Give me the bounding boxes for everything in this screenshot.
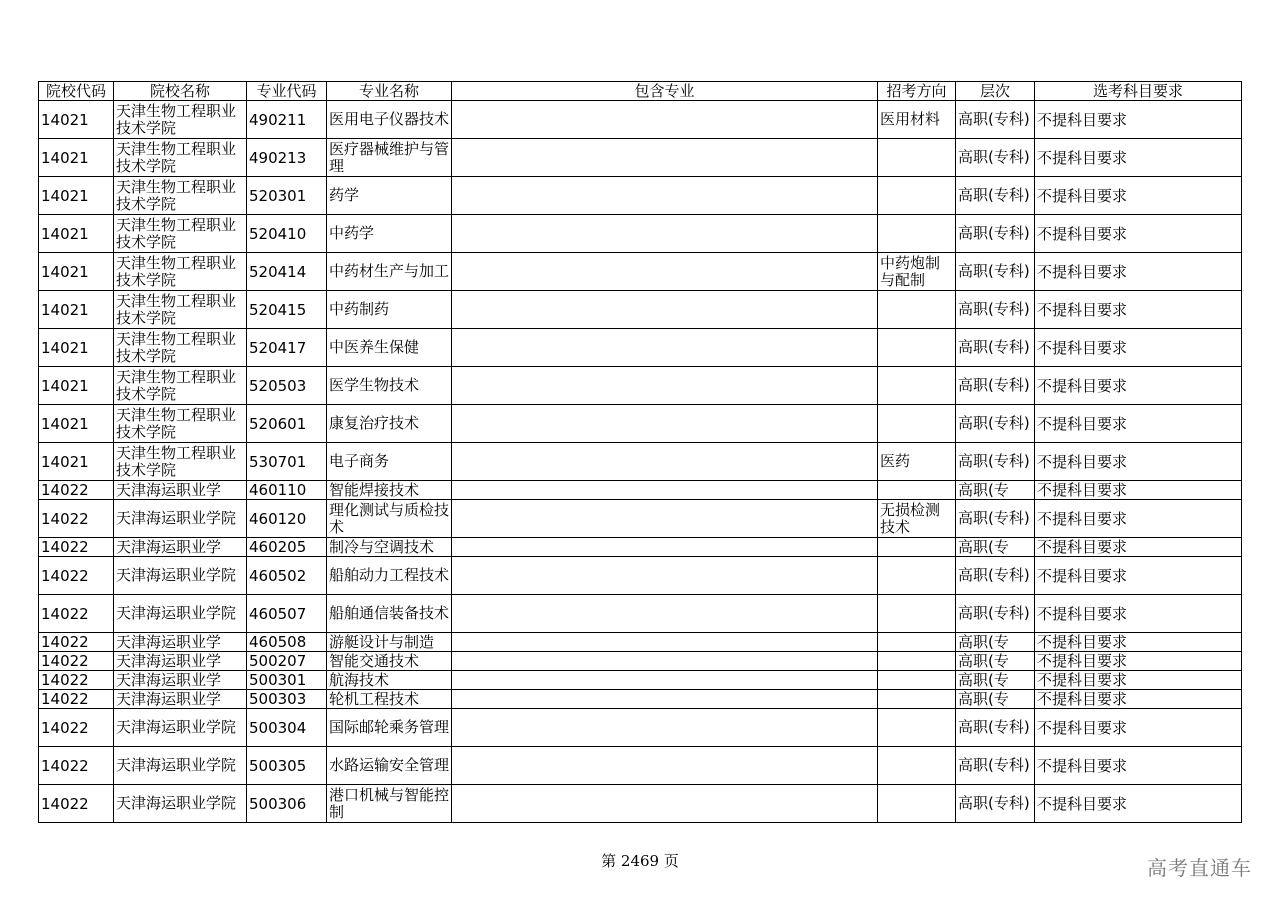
cell-major-code: 520301	[247, 177, 327, 215]
cell-major-code: 500305	[247, 747, 327, 785]
table-row	[39, 177, 1242, 215]
cell-school-code: 14022	[39, 709, 114, 747]
cell-school-name: 天津生物工程职业技术学院	[114, 177, 247, 215]
cell-major-name: 游艇设计与制造	[327, 633, 452, 652]
cell-major-code: 460120	[247, 500, 327, 538]
cell-direction	[878, 291, 956, 329]
cell-direction	[878, 652, 956, 671]
cell-level: 高职(专科)	[956, 215, 1035, 253]
cell-major-name: 药学	[327, 177, 452, 215]
cell-major-code: 530701	[247, 443, 327, 481]
cell-school-name: 天津海运职业学院	[114, 747, 247, 785]
cell-school-code: 14022	[39, 652, 114, 671]
cell-direction	[878, 671, 956, 690]
cell-school-code: 14022	[39, 538, 114, 557]
cell-school-name: 天津海运职业学院	[114, 500, 247, 538]
table-row	[39, 367, 1242, 405]
cell-subject-requirement: 不提科目要求	[1035, 595, 1242, 633]
cell-major-name: 中药制药	[327, 291, 452, 329]
cell-major-name: 智能交通技术	[327, 652, 452, 671]
cell-direction: 无损检测技术	[878, 500, 956, 538]
cell-subject-requirement: 不提科目要求	[1035, 557, 1242, 595]
cell-direction	[878, 481, 956, 500]
cell-major-name: 康复治疗技术	[327, 405, 452, 443]
cell-level: 高职(专科)	[956, 500, 1035, 538]
cell-included-majors	[452, 177, 878, 215]
cell-direction	[878, 633, 956, 652]
table-row	[39, 329, 1242, 367]
cell-subject-requirement: 不提科目要求	[1035, 500, 1242, 538]
cell-level: 高职(专科)	[956, 329, 1035, 367]
cell-major-name: 理化测试与质检技术	[327, 500, 452, 538]
cell-school-code: 14022	[39, 557, 114, 595]
cell-included-majors	[452, 709, 878, 747]
cell-included-majors	[452, 690, 878, 709]
table-body	[39, 101, 1242, 823]
cell-major-name: 医疗器械维护与管理	[327, 139, 452, 177]
cell-subject-requirement: 不提科目要求	[1035, 671, 1242, 690]
cell-school-name: 天津生物工程职业技术学院	[114, 101, 247, 139]
cell-included-majors	[452, 538, 878, 557]
cell-direction	[878, 538, 956, 557]
cell-direction	[878, 690, 956, 709]
cell-level: 高职(专	[956, 671, 1035, 690]
cell-school-code: 14022	[39, 481, 114, 500]
cell-included-majors	[452, 595, 878, 633]
cell-level: 高职(专科)	[956, 443, 1035, 481]
cell-included-majors	[452, 405, 878, 443]
cell-school-code: 14021	[39, 177, 114, 215]
cell-included-majors	[452, 747, 878, 785]
cell-subject-requirement: 不提科目要求	[1035, 177, 1242, 215]
table-row	[39, 500, 1242, 538]
table-row	[39, 652, 1242, 671]
header-major-name: 专业名称	[327, 82, 452, 101]
table-header-row	[39, 82, 1242, 101]
table-row	[39, 671, 1242, 690]
cell-school-code: 14021	[39, 367, 114, 405]
cell-included-majors	[452, 329, 878, 367]
cell-level: 高职(专	[956, 633, 1035, 652]
cell-school-code: 14022	[39, 500, 114, 538]
cell-subject-requirement: 不提科目要求	[1035, 291, 1242, 329]
cell-school-name: 天津生物工程职业技术学院	[114, 405, 247, 443]
cell-major-name: 中医养生保健	[327, 329, 452, 367]
cell-included-majors	[452, 500, 878, 538]
cell-subject-requirement: 不提科目要求	[1035, 747, 1242, 785]
cell-school-code: 14021	[39, 291, 114, 329]
cell-school-name: 天津生物工程职业技术学院	[114, 139, 247, 177]
cell-school-name: 天津海运职业学	[114, 481, 247, 500]
cell-subject-requirement: 不提科目要求	[1035, 329, 1242, 367]
cell-level: 高职(专科)	[956, 253, 1035, 291]
cell-direction: 中药炮制与配制	[878, 253, 956, 291]
cell-school-code: 14022	[39, 785, 114, 823]
cell-subject-requirement: 不提科目要求	[1035, 652, 1242, 671]
cell-school-code: 14022	[39, 690, 114, 709]
table-row	[39, 538, 1242, 557]
cell-subject-requirement: 不提科目要求	[1035, 633, 1242, 652]
cell-subject-requirement: 不提科目要求	[1035, 139, 1242, 177]
table-row	[39, 405, 1242, 443]
cell-major-name: 制冷与空调技术	[327, 538, 452, 557]
cell-school-name: 天津海运职业学	[114, 690, 247, 709]
cell-major-code: 520601	[247, 405, 327, 443]
header-direction: 招考方向	[878, 82, 956, 101]
cell-subject-requirement: 不提科目要求	[1035, 253, 1242, 291]
cell-major-code: 500207	[247, 652, 327, 671]
cell-major-name: 医用电子仪器技术	[327, 101, 452, 139]
cell-major-code: 460110	[247, 481, 327, 500]
cell-major-code: 500304	[247, 709, 327, 747]
cell-direction: 医用材料	[878, 101, 956, 139]
cell-included-majors	[452, 101, 878, 139]
cell-school-code: 14022	[39, 671, 114, 690]
cell-school-code: 14022	[39, 595, 114, 633]
cell-level: 高职(专科)	[956, 139, 1035, 177]
cell-major-code: 460507	[247, 595, 327, 633]
cell-school-code: 14021	[39, 405, 114, 443]
cell-school-name: 天津海运职业学院	[114, 557, 247, 595]
cell-major-name: 中药材生产与加工	[327, 253, 452, 291]
header-school-name: 院校名称	[114, 82, 247, 101]
cell-major-name: 船舶通信装备技术	[327, 595, 452, 633]
table-row	[39, 557, 1242, 595]
cell-direction	[878, 747, 956, 785]
cell-school-code: 14021	[39, 139, 114, 177]
cell-school-name: 天津生物工程职业技术学院	[114, 367, 247, 405]
cell-major-code: 500303	[247, 690, 327, 709]
cell-direction	[878, 595, 956, 633]
cell-school-name: 天津海运职业学院	[114, 595, 247, 633]
cell-major-code: 490211	[247, 101, 327, 139]
watermark: 高考直通车	[1147, 856, 1252, 880]
table-row	[39, 690, 1242, 709]
cell-subject-requirement: 不提科目要求	[1035, 481, 1242, 500]
cell-included-majors	[452, 481, 878, 500]
cell-level: 高职(专科)	[956, 101, 1035, 139]
cell-level: 高职(专科)	[956, 557, 1035, 595]
table-row	[39, 709, 1242, 747]
cell-subject-requirement: 不提科目要求	[1035, 785, 1242, 823]
header-level: 层次	[956, 82, 1035, 101]
cell-school-code: 14022	[39, 747, 114, 785]
cell-subject-requirement: 不提科目要求	[1035, 101, 1242, 139]
cell-school-name: 天津生物工程职业技术学院	[114, 443, 247, 481]
cell-major-code: 520417	[247, 329, 327, 367]
cell-subject-requirement: 不提科目要求	[1035, 690, 1242, 709]
cell-major-name: 水路运输安全管理	[327, 747, 452, 785]
header-included-majors: 包含专业	[452, 82, 878, 101]
cell-major-name: 国际邮轮乘务管理	[327, 709, 452, 747]
cell-major-name: 电子商务	[327, 443, 452, 481]
cell-subject-requirement: 不提科目要求	[1035, 215, 1242, 253]
cell-direction	[878, 785, 956, 823]
cell-school-code: 14021	[39, 329, 114, 367]
cell-level: 高职(专科)	[956, 367, 1035, 405]
cell-school-name: 天津海运职业学	[114, 538, 247, 557]
cell-included-majors	[452, 215, 878, 253]
cell-school-name: 天津海运职业学院	[114, 709, 247, 747]
page-number: 第 2469 页	[601, 852, 679, 870]
cell-included-majors	[452, 443, 878, 481]
cell-major-code: 520410	[247, 215, 327, 253]
cell-major-name: 轮机工程技术	[327, 690, 452, 709]
cell-major-code: 500301	[247, 671, 327, 690]
cell-level: 高职(专科)	[956, 595, 1035, 633]
table-row	[39, 747, 1242, 785]
cell-major-code: 460502	[247, 557, 327, 595]
cell-level: 高职(专科)	[956, 785, 1035, 823]
cell-subject-requirement: 不提科目要求	[1035, 405, 1242, 443]
cell-level: 高职(专科)	[956, 405, 1035, 443]
cell-included-majors	[452, 291, 878, 329]
cell-included-majors	[452, 367, 878, 405]
cell-direction	[878, 177, 956, 215]
cell-major-name: 航海技术	[327, 671, 452, 690]
cell-level: 高职(专科)	[956, 177, 1035, 215]
cell-school-name: 天津海运职业学院	[114, 785, 247, 823]
cell-included-majors	[452, 785, 878, 823]
table-row	[39, 785, 1242, 823]
cell-included-majors	[452, 671, 878, 690]
cell-level: 高职(专	[956, 652, 1035, 671]
table-row	[39, 215, 1242, 253]
cell-major-code: 490213	[247, 139, 327, 177]
cell-direction	[878, 139, 956, 177]
table-row	[39, 291, 1242, 329]
cell-school-name: 天津生物工程职业技术学院	[114, 253, 247, 291]
cell-included-majors	[452, 557, 878, 595]
table-row	[39, 139, 1242, 177]
cell-level: 高职(专	[956, 690, 1035, 709]
cell-major-name: 船舶动力工程技术	[327, 557, 452, 595]
header-subject-requirement: 选考科目要求	[1035, 82, 1242, 101]
cell-major-code: 520503	[247, 367, 327, 405]
cell-direction	[878, 557, 956, 595]
cell-school-code: 14021	[39, 253, 114, 291]
cell-included-majors	[452, 633, 878, 652]
cell-direction: 医药	[878, 443, 956, 481]
cell-direction	[878, 215, 956, 253]
cell-direction	[878, 709, 956, 747]
cell-direction	[878, 405, 956, 443]
cell-included-majors	[452, 652, 878, 671]
cell-major-name: 中药学	[327, 215, 452, 253]
cell-major-name: 智能焊接技术	[327, 481, 452, 500]
admission-table	[38, 81, 1242, 823]
cell-major-code: 520414	[247, 253, 327, 291]
cell-major-code: 460508	[247, 633, 327, 652]
cell-school-name: 天津生物工程职业技术学院	[114, 215, 247, 253]
table-row	[39, 595, 1242, 633]
cell-included-majors	[452, 253, 878, 291]
table-row	[39, 253, 1242, 291]
cell-subject-requirement: 不提科目要求	[1035, 367, 1242, 405]
cell-major-name: 医学生物技术	[327, 367, 452, 405]
table-row	[39, 633, 1242, 652]
cell-school-name: 天津海运职业学	[114, 633, 247, 652]
header-major-code: 专业代码	[247, 82, 327, 101]
cell-school-code: 14022	[39, 633, 114, 652]
cell-school-name: 天津海运职业学	[114, 652, 247, 671]
cell-level: 高职(专	[956, 538, 1035, 557]
table-row	[39, 101, 1242, 139]
cell-level: 高职(专	[956, 481, 1035, 500]
cell-major-name: 港口机械与智能控制	[327, 785, 452, 823]
cell-level: 高职(专科)	[956, 291, 1035, 329]
cell-level: 高职(专科)	[956, 747, 1035, 785]
cell-school-name: 天津生物工程职业技术学院	[114, 329, 247, 367]
cell-direction	[878, 367, 956, 405]
table-row	[39, 481, 1242, 500]
cell-included-majors	[452, 139, 878, 177]
table-row	[39, 443, 1242, 481]
cell-level: 高职(专科)	[956, 709, 1035, 747]
cell-major-code: 500306	[247, 785, 327, 823]
cell-school-code: 14021	[39, 215, 114, 253]
cell-school-name: 天津生物工程职业技术学院	[114, 291, 247, 329]
cell-direction	[878, 329, 956, 367]
cell-subject-requirement: 不提科目要求	[1035, 709, 1242, 747]
cell-major-code: 460205	[247, 538, 327, 557]
cell-subject-requirement: 不提科目要求	[1035, 538, 1242, 557]
cell-subject-requirement: 不提科目要求	[1035, 443, 1242, 481]
cell-school-name: 天津海运职业学	[114, 671, 247, 690]
cell-school-code: 14021	[39, 443, 114, 481]
cell-major-code: 520415	[247, 291, 327, 329]
header-school-code: 院校代码	[39, 82, 114, 101]
cell-school-code: 14021	[39, 101, 114, 139]
